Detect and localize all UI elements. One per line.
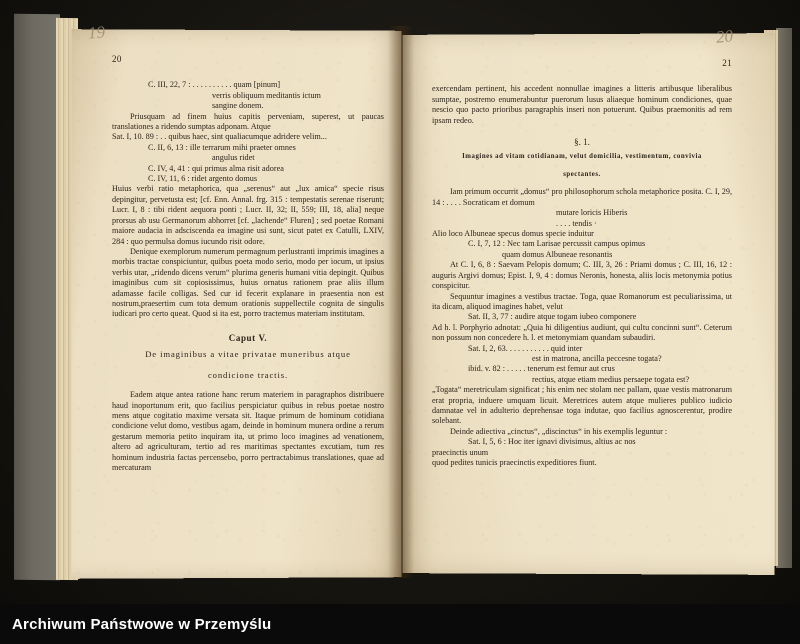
section-number-heading: §. 1. — [574, 137, 590, 148]
quote-c1-7-12-line2: quam domus Albuneae resonantis — [502, 249, 613, 259]
right-page-text-block — [432, 58, 732, 468]
quote-c4-4-41: C. IV, 4, 41 : qui primus alma risit adorea — [148, 163, 284, 173]
quote-sat-1-5-6-line3: quod pedites tunicis praecinctis expeditiores fiunt. — [432, 458, 597, 467]
left-page-number: 20 — [112, 54, 122, 64]
quote-ibid-82-line1: ibid. v. 82 : . . . . . tenerum est femur aut crus — [468, 364, 615, 374]
handwritten-folio-left: 19 — [87, 22, 106, 43]
quote-sat-1-5-6-line1: Sat. I, 5, 6 : Hoc iter ignavi divisimus, altius ac nos — [468, 437, 636, 447]
left-paragraph-2: Huius verbi ratio metaphorica, qua „serenus“ aut „lux amica“ specie risus depingitur, pervetusta est; [cf. Enn. Annal. frg. 315 : tempestatis serenae riserunt; Lucr. I, 8 : tibi rident aequora ponti ; Lucr. II, 32; II, 559; III, 18, alia] neque prorsus ab usu Germanorum abhorret [cf. „lachende“ Fluren] ; sed poetae Romani maiore audacia in adsciscenda ea imagine usi sunt, sicut patet ex Catulli, LXIV, 284 : quo permulsa domus iucundo risit odore. — [112, 184, 384, 246]
quote-c2-6-13-line1: C. II, 6, 13 : ille terrarum mihi praeter omnes — [148, 142, 296, 152]
right-paragraph-3: At C. I, 6, 8 : Saevam Pelopis domum; C. III, 3, 26 : Priami domus ; C. III, 16, 12 : auguris Argivi domus; Epist. I, 9, 4 : domus Neronis, honesta, aliis locis metonymia potius conspicitur. — [432, 260, 732, 291]
book-cover-right-edge — [776, 28, 792, 568]
caput-heading: Caput V. — [228, 332, 268, 343]
right-paragraph-7: Deinde adiectiva „cinctus“, „discinctus“ in his exemplis leguntur : — [450, 426, 668, 436]
quote-c2-6-13-line2: angulus ridet — [212, 153, 255, 163]
quote-ibid-82-line2: rectius, atque etiam medius persaepe togata est? — [532, 374, 690, 384]
quote-sat-1-2-63-line1: Sat. I, 2, 63. . . . . . . . . . . quid inter — [468, 343, 583, 353]
quote-sat-1-10-89: Sat. I, 10. 89 : . . quibus haec, sint qualiacumque adridere velim... — [112, 132, 327, 142]
quote-c1-29-14-line3: . . . . tendis · — [556, 218, 597, 228]
book-cover-left-edge — [14, 14, 60, 580]
archive-watermark-text: Archiwum Państwowe w Przemyślu — [12, 615, 272, 633]
right-page-number: 21 — [722, 58, 732, 68]
right-paragraph-5: Ad h. l. Porphyrio adnotat: „Quia hi diligentius audiunt, qui cultu concinni sunt“. Ceterum non possum non concedere h. l. et metonymiam quandam subaudiri. — [432, 322, 732, 343]
quote-sat-2-3-77: Sat. II, 3, 77 : audire atque togam iubeo componere — [468, 312, 637, 322]
quote-c3-22-7-line2: verris obliquum meditantis ictum — [212, 90, 321, 100]
left-paragraph-3: Denique exemplorum numerum permagnum perlustranti imprimis imagines a morbis tractae conspiciuntur, quibus poeta modo serio, modo per iocum, ut ipsius verbis utar, „ridendo dicens verum“ plurima generis humani vitia depingit. Quibus imaginibus cum sit copiosissimus, huius ornatus rationem prae aliis illum adamasse facile colligas. Sed cur id fecerit explanare in praesentia non est nostrum,praesertim cum tota demum orationis suppellectile cognita de singulis iudicari pro certo queat. Quod si ita est, porro tractemus materiam institutam. — [112, 246, 384, 319]
section-subtitle-line1: Imagines ad vitam cotidianam, velut domicilia, vestimentum, convivia — [462, 153, 702, 161]
right-paragraph-6: „Togata“ meretriculam significat ; his enim nec stolam nec pallam, quae vestis matronarum erat propria, induere umquam licuit. Meretrices autem atque mulieres publico iudicio damnatae vel in adulterio deprehensae toga indutae, quo facilius agnoscerentur, prodire solebant. — [432, 385, 732, 426]
quote-sat-1-5-6-line2: praecinctis unum — [432, 447, 489, 457]
right-paragraph-2: Iam primum occurrit „domus“ pro philosophorum schola metaphorice posita. C. I, 29, 14 : . . . . Socraticam et domum — [432, 187, 732, 207]
right-paragraph-1: exercendam pertinent, his accedent nonnullae imagines a litteris artibusque liberalibus sumptae, postremo enumerabuntur puerorum lusus aliaeque hominum condiciones, quae nescio quo pacto prioribus paragraphis inseri non potuerunt. Quibus praemonitis ad rem ipsam redeo. — [432, 84, 732, 125]
quote-c4-11-6: C. IV, 11, 6 : ridet argento domus — [148, 174, 258, 184]
caput-subtitle-line2: condicione tractis. — [207, 370, 289, 381]
quote-c1-29-14-line2: mutare loricis Hiberis — [556, 208, 628, 218]
quote-c1-7-12-line1: C. I, 7, 12 : Nec tam Larisae percussit campus opimus — [468, 239, 646, 249]
line-albuneae: Alio loco Albuneae specus domus specie induitur — [432, 229, 594, 239]
right-paragraph-4: Sequuntur imagines a vestibus tractae. Toga, quae Romanorum est peculiarissima, ut ita dicam, aliquod imagines habet, velut — [432, 291, 732, 311]
handwritten-folio-right: 20 — [715, 26, 734, 47]
quote-c3-22-7-line3: sangine donem. — [212, 101, 264, 111]
left-paragraph-1: Priusquam ad finem huius capitis perveniam, superest, ut paucas translationes a ridendo sumptas adponam. Atque — [112, 111, 384, 132]
archive-watermark-bar — [0, 604, 800, 644]
quote-sat-1-2-63-line2: est in matrona, ancilla peccesne togata? — [532, 353, 662, 363]
section-subtitle-line2: spectantes. — [563, 170, 601, 178]
left-paragraph-4: Eadem atque antea ratione hanc rerum materiem in paragraphos distribuere haud inoportunum erit, quo facilius perspiciatur quibus in rebus poetae nostro mens atque cogitatio maxime versata sit. Itaque primum de hominum cotidiana condicione velut domo, vestibus agam, deinde in hominum munera ordine a rerum gestarum memoria petito inquiram ita, ut primo loco imagines ad venationem, altero ad agriculturam, tertio ad res maritimas spectantes excutiam, tum res hominum industria factas percensebo, porro pertractabimus translationes, quae ad mercaturam — [112, 390, 384, 472]
caput-subtitle-line1: De imaginibus a vitae privatae muneribus atque — [145, 349, 351, 360]
book-gutter-shadow — [388, 26, 414, 578]
left-page-text-block — [112, 54, 384, 473]
quote-c3-22-7-line1: C. III, 22, 7 : . . . . . . . . . . quam [pinum] — [148, 80, 281, 90]
